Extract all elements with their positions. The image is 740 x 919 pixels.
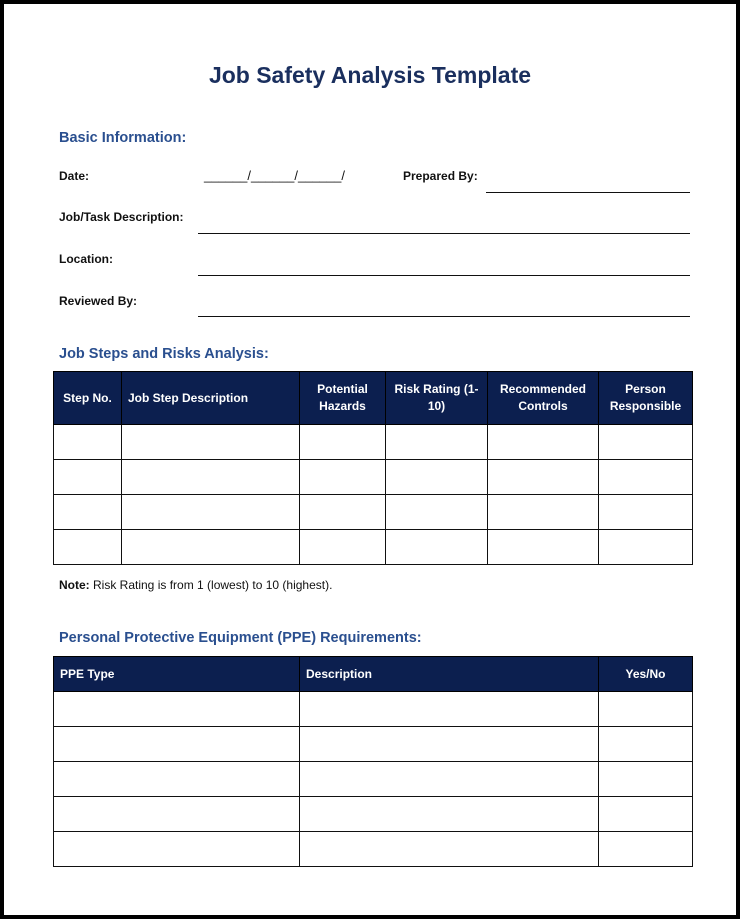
steps-table-row bbox=[54, 425, 693, 460]
steps-table-cell[interactable] bbox=[122, 425, 300, 460]
ppe-table-cell[interactable] bbox=[300, 832, 599, 867]
steps-table-row bbox=[54, 460, 693, 495]
col-ppe-type: PPE Type bbox=[54, 657, 300, 692]
ppe-heading: Personal Protective Equipment (PPE) Requirements: bbox=[59, 630, 422, 646]
steps-table-cell[interactable] bbox=[122, 460, 300, 495]
ppe-table-cell[interactable] bbox=[599, 797, 693, 832]
col-yes-no: Yes/No bbox=[599, 657, 693, 692]
steps-table-cell[interactable] bbox=[300, 460, 386, 495]
ppe-table-cell[interactable] bbox=[54, 727, 300, 762]
col-person-responsible: Person Responsible bbox=[599, 372, 693, 425]
steps-table-cell[interactable] bbox=[54, 495, 122, 530]
steps-table-cell[interactable] bbox=[54, 425, 122, 460]
ppe-table-cell[interactable] bbox=[54, 797, 300, 832]
note-text: Risk Rating is from 1 (lowest) to 10 (highest). bbox=[89, 578, 333, 592]
steps-table-cell[interactable] bbox=[300, 530, 386, 565]
col-description: Description bbox=[300, 657, 599, 692]
date-field[interactable]: ______/______/______/ bbox=[204, 168, 345, 183]
ppe-header-row bbox=[54, 657, 693, 692]
reviewed-by-field[interactable] bbox=[198, 316, 690, 317]
location-label: Location: bbox=[59, 252, 113, 266]
steps-table-cell[interactable] bbox=[386, 530, 488, 565]
col-recommended-controls: Recommended Controls bbox=[488, 372, 599, 425]
steps-table-cell[interactable] bbox=[599, 530, 693, 565]
note-label: Note: bbox=[59, 578, 90, 592]
ppe-table-cell[interactable] bbox=[54, 692, 300, 727]
ppe-table-row bbox=[54, 727, 693, 762]
reviewed-by-label: Reviewed By: bbox=[59, 294, 138, 308]
col-job-step-description: Job Step Description bbox=[122, 372, 300, 425]
steps-table-cell[interactable] bbox=[488, 495, 599, 530]
steps-table-cell[interactable] bbox=[599, 425, 693, 460]
steps-header-row bbox=[54, 372, 693, 425]
basic-info-heading: Basic Information: bbox=[59, 130, 187, 146]
date-label: Date: bbox=[59, 169, 90, 183]
ppe-table-cell[interactable] bbox=[599, 727, 693, 762]
steps-table-cell[interactable] bbox=[488, 460, 599, 495]
steps-table-cell[interactable] bbox=[300, 495, 386, 530]
ppe-table-cell[interactable] bbox=[599, 692, 693, 727]
steps-table-cell[interactable] bbox=[300, 425, 386, 460]
steps-table-cell[interactable] bbox=[122, 495, 300, 530]
location-field[interactable] bbox=[198, 275, 690, 276]
ppe-table-cell[interactable] bbox=[599, 832, 693, 867]
job-task-field[interactable] bbox=[198, 233, 690, 234]
ppe-table-cell[interactable] bbox=[54, 832, 300, 867]
risk-rating-note bbox=[59, 578, 332, 592]
ppe-table-cell[interactable] bbox=[300, 797, 599, 832]
col-potential-hazards: Potential Hazards bbox=[300, 372, 386, 425]
steps-table-cell[interactable] bbox=[599, 460, 693, 495]
prepared-by-label: Prepared By: bbox=[403, 169, 478, 183]
ppe-table-cell[interactable] bbox=[300, 762, 599, 797]
steps-table-cell[interactable] bbox=[488, 530, 599, 565]
job-task-label: Job/Task Description: bbox=[59, 210, 184, 224]
ppe-table-cell[interactable] bbox=[300, 692, 599, 727]
steps-table-cell[interactable] bbox=[54, 460, 122, 495]
steps-table-cell[interactable] bbox=[386, 495, 488, 530]
steps-table-row bbox=[54, 495, 693, 530]
prepared-by-field[interactable] bbox=[486, 192, 690, 193]
ppe-table-cell[interactable] bbox=[599, 762, 693, 797]
steps-table bbox=[53, 371, 693, 565]
steps-table-cell[interactable] bbox=[54, 530, 122, 565]
steps-table-cell[interactable] bbox=[599, 495, 693, 530]
ppe-table-cell[interactable] bbox=[54, 762, 300, 797]
ppe-table-row bbox=[54, 692, 693, 727]
steps-heading: Job Steps and Risks Analysis: bbox=[59, 346, 269, 362]
ppe-table-row bbox=[54, 832, 693, 867]
steps-table-cell[interactable] bbox=[386, 460, 488, 495]
steps-table-cell[interactable] bbox=[488, 425, 599, 460]
ppe-table bbox=[53, 656, 693, 867]
steps-table-cell[interactable] bbox=[386, 425, 488, 460]
steps-table-cell[interactable] bbox=[122, 530, 300, 565]
ppe-table-cell[interactable] bbox=[300, 727, 599, 762]
ppe-table-row bbox=[54, 762, 693, 797]
col-risk-rating: Risk Rating (1-10) bbox=[386, 372, 488, 425]
steps-table-row bbox=[54, 530, 693, 565]
ppe-table-row bbox=[54, 797, 693, 832]
page-title: Job Safety Analysis Template bbox=[208, 62, 532, 88]
col-step-no: Step No. bbox=[54, 372, 122, 425]
